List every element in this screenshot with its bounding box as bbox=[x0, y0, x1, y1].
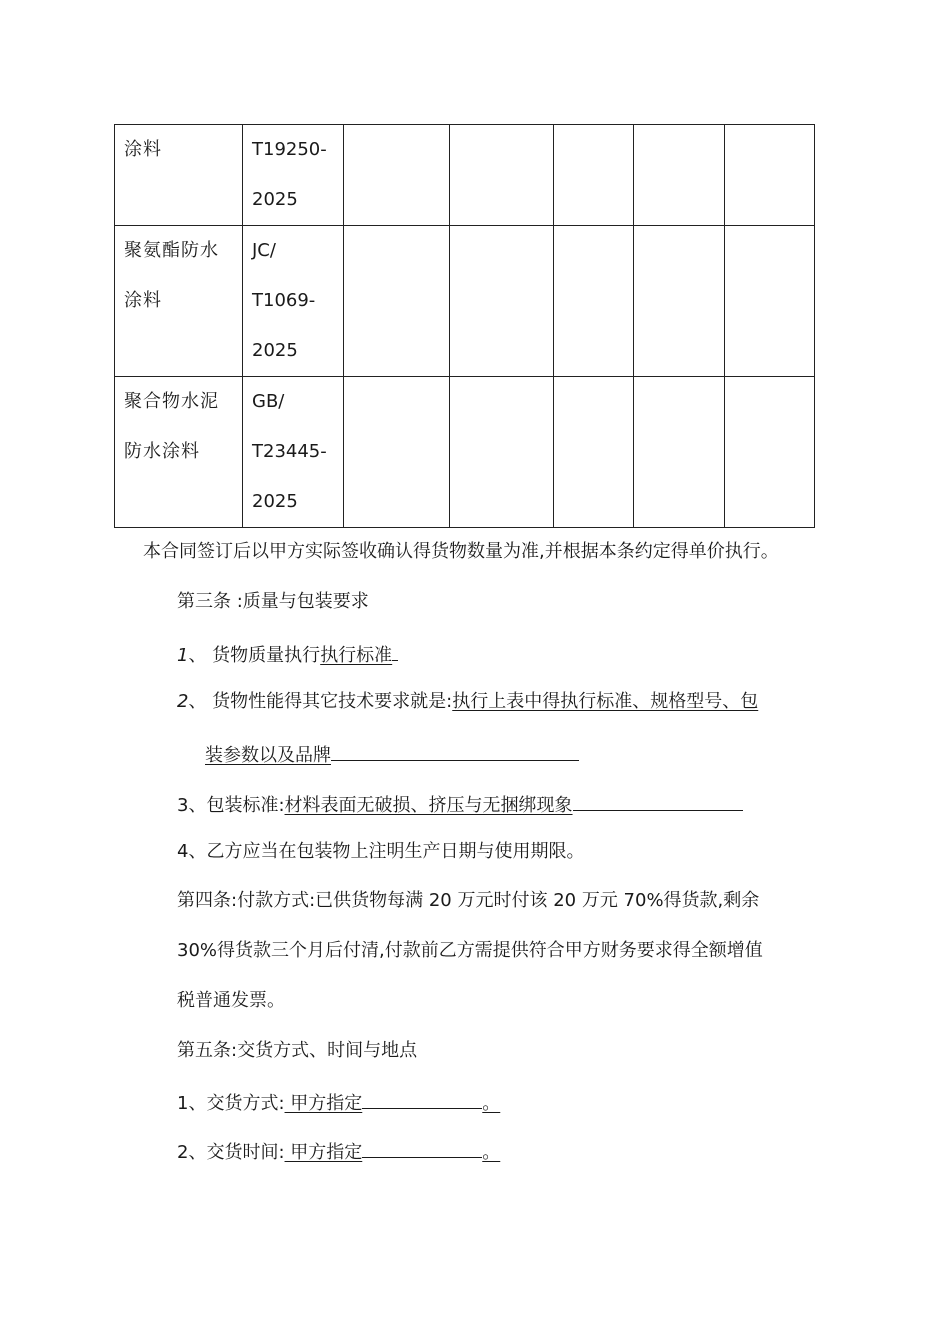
empty-cell bbox=[450, 125, 554, 226]
empty-cell bbox=[554, 226, 634, 377]
article-3-item-3: 3、包装标准:材料表面无破损、挤压与无捆绑现象 bbox=[177, 790, 743, 818]
delivery-method-value: 甲方指定 bbox=[284, 1093, 363, 1114]
article-5-title: 第五条:交货方式、时间与地点 bbox=[177, 1040, 418, 1061]
material-name-cell: 聚合物水泥 防水涂料 bbox=[115, 377, 243, 528]
material-name-cell: 涂料 bbox=[115, 125, 243, 226]
intro-paragraph: 本合同签订后以甲方实际签收确认得货物数量为准,并根据本条约定得单价执行。 bbox=[143, 541, 779, 562]
standard-cell: JC/ T1069- 2025 bbox=[243, 226, 344, 377]
article-3-item-4: 4、乙方应当在包装物上注明生产日期与使用期限。 bbox=[177, 841, 585, 862]
delivery-time-value: 甲方指定 bbox=[284, 1142, 363, 1163]
tech-requirement-value: 执行上表中得执行标准、规格型号、包 bbox=[452, 691, 759, 712]
empty-cell bbox=[725, 125, 815, 226]
empty-cell bbox=[725, 226, 815, 377]
empty-cell bbox=[344, 125, 450, 226]
empty-cell bbox=[450, 226, 554, 377]
empty-cell bbox=[450, 377, 554, 528]
empty-cell bbox=[725, 377, 815, 528]
quality-standard-value: 执行标准 bbox=[320, 645, 393, 666]
article-5-item-2: 2、交货时间: 甲方指定 。 bbox=[177, 1137, 500, 1165]
packaging-standard-value: 材料表面无破损、挤压与无捆绑现象 bbox=[284, 795, 573, 816]
empty-cell bbox=[554, 125, 634, 226]
empty-cell bbox=[344, 377, 450, 528]
empty-cell bbox=[554, 377, 634, 528]
table-row bbox=[115, 377, 815, 528]
standard-cell: T19250- 2025 bbox=[243, 125, 344, 226]
article-4-line-3: 税普通发票。 bbox=[177, 990, 285, 1011]
article-4-line-2: 30%得货款三个月后付清,付款前乙方需提供符合甲方财务要求得全额增值 bbox=[177, 940, 763, 961]
article-3-item-2: 2、 货物性能得其它技术要求就是:执行上表中得执行标准、规格型号、包 bbox=[177, 691, 759, 712]
table-row bbox=[115, 125, 815, 226]
standard-cell: GB/ T23445- 2025 bbox=[243, 377, 344, 528]
article-3-item-2-cont: 装参数以及品牌 bbox=[205, 740, 579, 768]
spec-table bbox=[114, 124, 815, 528]
empty-cell bbox=[634, 125, 725, 226]
article-3-item-1: 1、 货物质量执行执行标准 bbox=[177, 640, 398, 668]
table-row bbox=[115, 226, 815, 377]
article-4-line-1: 第四条:付款方式:已供货物每满 20 万元时付该 20 万元 70%得货款,剩余 bbox=[177, 890, 760, 911]
article-5-item-1: 1、交货方式: 甲方指定 。 bbox=[177, 1088, 500, 1116]
article-3-title: 第三条 :质量与包装要求 bbox=[177, 591, 369, 612]
empty-cell bbox=[344, 226, 450, 377]
empty-cell bbox=[634, 377, 725, 528]
empty-cell bbox=[634, 226, 725, 377]
material-name-cell: 聚氨酯防水 涂料 bbox=[115, 226, 243, 377]
